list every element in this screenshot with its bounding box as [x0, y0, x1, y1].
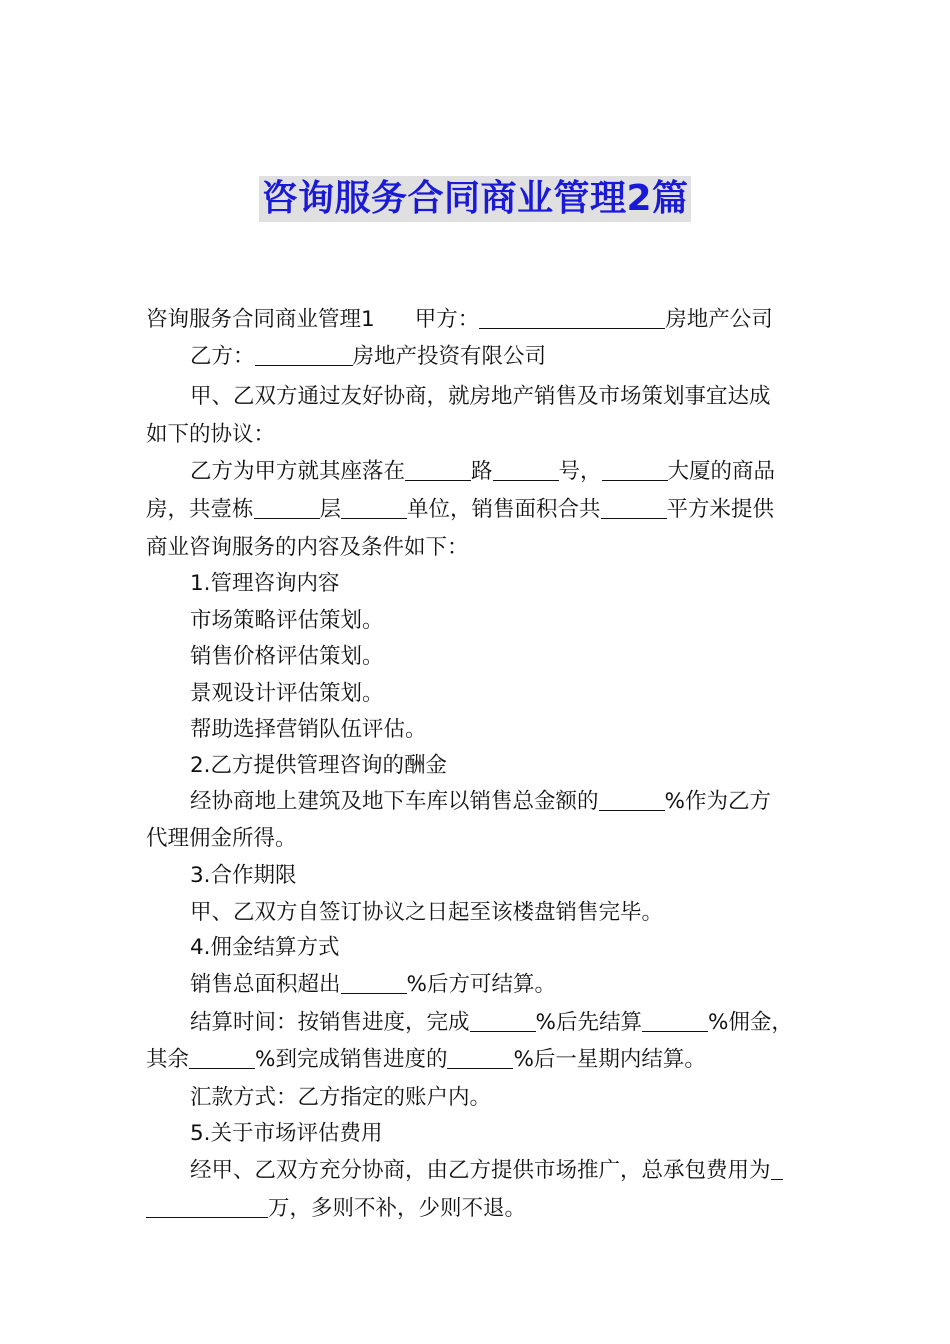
text-span: 销售总面积超出 — [190, 972, 341, 997]
text-span: %到完成销售进度的 — [255, 1047, 448, 1072]
paragraph-line: 汇款方式：乙方指定的账户内。 — [190, 1085, 492, 1110]
text-span: 经协商地上建筑及地下车库以销售总金额的 — [190, 789, 599, 814]
text-span: 层 — [319, 497, 342, 522]
paragraph-line: 销售价格评估策划。 — [190, 644, 384, 669]
paragraph-line — [190, 1007, 793, 1039]
blank-field — [255, 343, 353, 366]
text-span: 房，共壹栋 — [146, 497, 254, 522]
contract-header-line — [146, 304, 773, 336]
party-b-line — [190, 341, 546, 373]
paragraph-line: 甲、乙双方自签订协议之日起至该楼盘销售完毕。 — [190, 900, 664, 925]
blank-field — [146, 1195, 268, 1218]
text-span: %后先结算 — [535, 1010, 642, 1035]
text-span: 结算时间：按销售进度，完成 — [190, 1010, 470, 1035]
text-span: %佣金， — [707, 1010, 793, 1035]
party-b-suffix: 房地产投资有限公司 — [352, 344, 547, 369]
text-span: 大厦的商品 — [667, 459, 776, 484]
text-span: %后方可结算。 — [406, 972, 556, 997]
blank-field — [599, 788, 665, 811]
text-span: %后一星期内结算。 — [513, 1047, 706, 1072]
paragraph-line — [146, 1193, 526, 1225]
blank-field — [642, 1009, 708, 1032]
section-heading: 5.关于市场评估费用 — [190, 1121, 383, 1146]
blank-field — [601, 496, 667, 519]
text-span: 万，多则不补，少则不退。 — [268, 1196, 527, 1221]
paragraph-line: 商业咨询服务的内容及条件如下： — [146, 535, 469, 560]
paragraph-line: 甲、乙双方通过友好协商，就房地产销售及市场策划事宜达成 — [190, 384, 771, 409]
blank-field — [470, 1009, 536, 1032]
contract-subtitle: 咨询服务合同商业管理1 — [146, 307, 375, 332]
blank-field — [447, 1046, 513, 1069]
text-span: 乙方为甲方就其座落在 — [190, 459, 406, 484]
paragraph-line — [190, 456, 775, 488]
blank-field — [341, 971, 407, 994]
party-b-label: 乙方： — [190, 344, 255, 369]
blank-field — [493, 458, 559, 481]
text-span: 号， — [558, 459, 602, 484]
blank-field — [189, 1046, 255, 1069]
blank-field — [602, 458, 668, 481]
paragraph-line: 市场策略评估策划。 — [190, 608, 384, 633]
text-span: 经甲、乙双方充分协商，由乙方提供市场推广，总承包费用为 — [190, 1158, 771, 1183]
blank-field — [341, 496, 407, 519]
blank-field — [405, 458, 471, 481]
paragraph-line — [146, 494, 774, 526]
text-span: 其余 — [146, 1047, 190, 1072]
blank-field — [254, 496, 320, 519]
paragraph-line — [190, 969, 556, 1001]
paragraph-line: 代理佣金所得。 — [146, 826, 297, 851]
text-span: 路 — [471, 459, 493, 484]
blank-field — [479, 306, 665, 329]
paragraph-line: 帮助选择营销队伍评估。 — [190, 717, 427, 742]
paragraph-line — [190, 1155, 783, 1187]
document-title-wrap — [0, 176, 950, 222]
party-a-suffix: 房地产公司 — [665, 307, 773, 332]
section-heading: 2.乙方提供管理咨询的酬金 — [190, 753, 448, 778]
text-span: 单位，销售面积合共 — [407, 497, 601, 522]
paragraph-line — [190, 786, 771, 818]
blank-field — [771, 1157, 783, 1180]
text-span: %作为乙方 — [664, 789, 771, 814]
section-heading: 1.管理咨询内容 — [190, 571, 340, 596]
paragraph-line: 如下的协议： — [146, 422, 276, 447]
section-heading: 4.佣金结算方式 — [190, 935, 340, 960]
paragraph-line: 景观设计评估策划。 — [190, 681, 384, 706]
paragraph-line — [146, 1044, 706, 1076]
document-title: 咨询服务合同商业管理2篇 — [259, 176, 690, 222]
section-heading: 3.合作期限 — [190, 863, 297, 888]
text-span: 平方米提供 — [666, 497, 775, 522]
party-a-label: 甲方： — [414, 307, 480, 332]
